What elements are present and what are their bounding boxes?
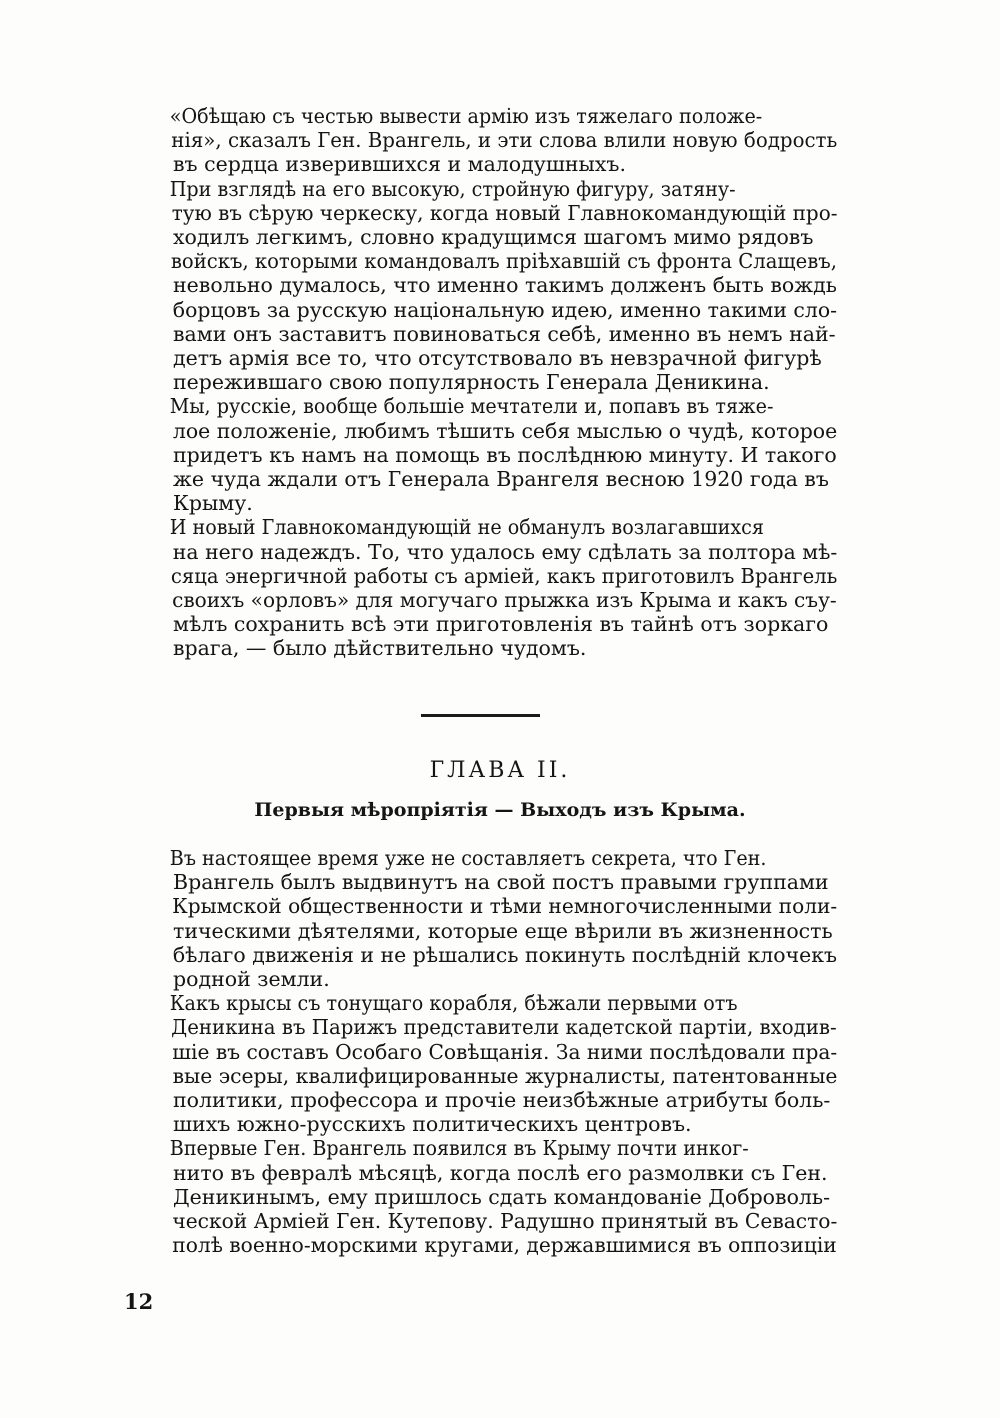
paragraph	[125, 394, 837, 515]
text-line: лое положеніе, любимъ тѣшить себя мыслью о чудѣ, которое	[172, 418, 838, 443]
text-line: войскъ, которыми командовалъ пріѣхавшій съ фронта Слащевъ,	[170, 249, 837, 274]
text-line: тическими дѣятелями, которые еще вѣрили въ жизненность	[173, 918, 833, 943]
text-line: И новый Главнокомандующій не обманулъ возлагавшихся	[169, 515, 764, 540]
text-line: бѣлаго движенія и не рѣшались покинуть послѣдній клочекъ	[172, 942, 837, 967]
text-block-bottom	[125, 846, 837, 1257]
text-line: же чуда ждали отъ Генерала Врангеля весною 1920 года въ	[173, 467, 829, 492]
paragraph	[125, 104, 837, 177]
text-line: Деникина въ Парижъ представители кадетской партіи, входив-	[171, 1015, 837, 1040]
text-line: борцовъ за русскую національную идею, именно такими сло-	[172, 297, 838, 322]
text-line: придетъ къ намъ на помощь въ послѣднюю минуту. И такого	[173, 442, 837, 467]
text-line: невольно думалось, что именно такимъ долженъ быть вождь	[173, 273, 837, 298]
text-line: ческой Арміей Ген. Кутепову. Радушно принятый въ Севасто-	[172, 1209, 838, 1234]
text-line: Крымской общественности и тѣми немногочисленными поли-	[172, 894, 838, 919]
text-line: Въ настоящее время уже не составляетъ секрета, что Ген.	[169, 846, 767, 870]
text-line: нито въ февралѣ мѣсяцѣ, когда послѣ его размолвки съ Ген.	[173, 1160, 828, 1185]
text-line: на него надеждъ. То, что удалось ему сдѣлать за полтора мѣ-	[172, 539, 838, 564]
text-line: полѣ военно-морскими кругами, державшимися въ оппозиціи	[172, 1233, 837, 1258]
chapter-title: ГЛАВА II.	[429, 758, 571, 783]
text-line: мѣлъ сохранить всѣ эти приготовленія въ тайнѣ отъ зоркаго	[173, 612, 829, 637]
text-line: Впервые Ген. Врангель появился въ Крыму почти инког-	[169, 1136, 749, 1161]
text-line: Крыму.	[173, 491, 253, 516]
text-line: Деникинымъ, ему пришлось сдать командованіе Доброволь-	[173, 1184, 831, 1209]
text-line: Врангель былъ выдвинутъ на свой постъ правыми группами	[173, 870, 829, 895]
paragraph	[125, 515, 837, 660]
text-line: родной земли.	[173, 967, 330, 992]
text-line: вами онъ заставитъ повиноваться себѣ, именно въ немъ най-	[173, 321, 836, 346]
text-line: детъ армія все то, что отсутствовало въ невзрачной фигурѣ	[173, 346, 822, 371]
chapter-subtitle: Первыя мѣропріятія — Выходъ изъ Крыма.	[254, 799, 746, 821]
paragraph	[125, 846, 837, 991]
text-line: врага, — было дѣйствительно чудомъ.	[173, 636, 587, 661]
text-line: политики, профессора и прочіе неизбѣжные атрибуты боль-	[173, 1088, 831, 1113]
text-line: При взглядѣ на его высокую, стройную фигуру, затяну-	[169, 176, 736, 201]
text-line: тую въ сѣрую черкеску, когда новый Главнокомандующій про-	[171, 200, 838, 225]
paragraph	[125, 991, 837, 1136]
section-divider	[421, 714, 540, 717]
page-number: 12	[124, 1289, 154, 1314]
text-line: пережившаго свою популярность Генерала Деникина.	[173, 370, 770, 395]
text-line: нія», сказалъ Ген. Врангель, и эти слова влили новую бодрость	[171, 128, 838, 153]
text-line: шихъ южно-русскихъ политическихъ центровъ.	[173, 1112, 692, 1137]
text-line: сяца энергичной работы съ арміей, какъ приготовилъ Врангель	[170, 563, 838, 588]
paragraph	[125, 177, 837, 395]
paragraph	[125, 1136, 837, 1257]
text-line: въ сердца изверившихся и малодушныхъ.	[173, 152, 626, 177]
text-line: ходилъ легкимъ, словно крадущимся шагомъ мимо рядовъ	[173, 225, 814, 250]
text-line: Какъ крысы съ тонущаго корабля, бѣжали первыми отъ	[169, 991, 738, 1016]
text-line: шіе въ составъ Особаго Совѣщанія. За ними послѣдовали пра-	[172, 1039, 838, 1064]
text-line: вые эсеры, квалифицированные журналисты, патентованные	[172, 1063, 838, 1088]
text-block-top	[125, 104, 837, 661]
text-line: «Обѣщаю съ честью вывести армію изъ тяжелаго положе-	[169, 104, 763, 128]
text-line: своихъ «орловъ» для могучаго прыжка изъ Крыма и какъ съу-	[172, 588, 837, 613]
text-line: Мы, русскіе, вообще большіе мечтатели и, попавъ въ тяже-	[169, 394, 774, 419]
